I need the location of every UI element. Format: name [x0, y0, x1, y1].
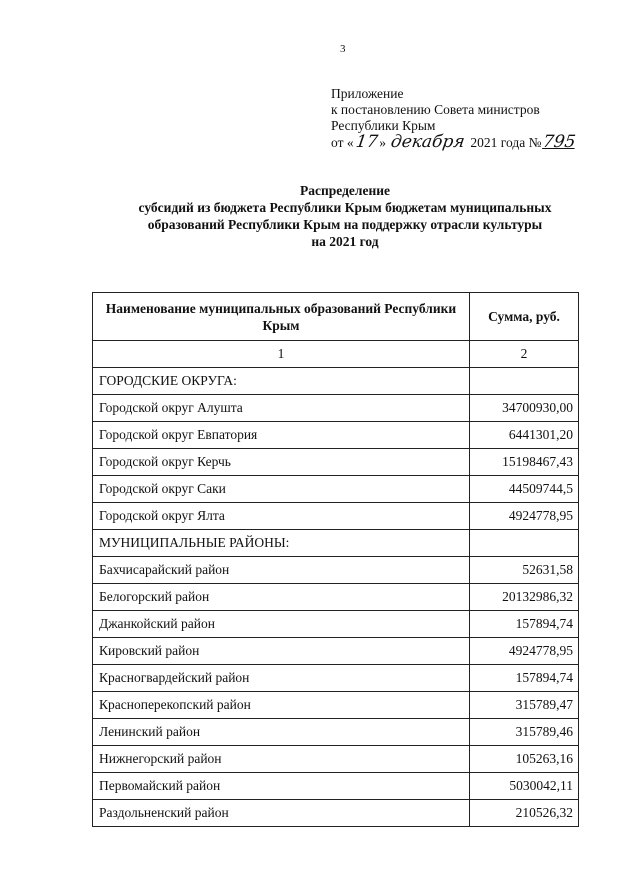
title-line-3: образований Республики Крым на поддержку отрасли культуры [147, 217, 543, 232]
table-row [93, 611, 579, 638]
page-number: 3 [340, 43, 346, 55]
document-title [95, 182, 595, 250]
row-sum: 210526,32 [470, 800, 579, 827]
document-number: 795 [542, 132, 578, 152]
row-name: Красногвардейский район [93, 665, 470, 692]
section-sum-empty [470, 530, 579, 557]
table-row [93, 584, 579, 611]
row-name: Раздольненский район [93, 800, 470, 827]
row-name: Нижнегорский район [93, 746, 470, 773]
column-number-row [93, 341, 579, 368]
table-row [93, 665, 579, 692]
table-row [93, 746, 579, 773]
column-number-2: 2 [470, 341, 579, 368]
table-row [93, 638, 579, 665]
section-title: МУНИЦИПАЛЬНЫЕ РАЙОНЫ: [93, 530, 470, 557]
appendix-block [331, 86, 578, 151]
table-row [93, 422, 579, 449]
row-name: Ленинский район [93, 719, 470, 746]
row-sum: 4924778,95 [470, 638, 579, 665]
date-day: 17 [354, 132, 379, 152]
column-number-1: 1 [93, 341, 470, 368]
title-line-2: субсидий из бюджета Республики Крым бюджетам муниципальных [138, 200, 552, 215]
date-month: декабря [389, 132, 467, 152]
appendix-resolution: к постановлению Совета министров [331, 102, 540, 117]
row-name: Белогорский район [93, 584, 470, 611]
row-sum: 52631,58 [470, 557, 579, 584]
row-sum: 4924778,95 [470, 503, 579, 530]
table-row [93, 503, 579, 530]
section-title: ГОРОДСКИЕ ОКРУГА: [93, 368, 470, 395]
table-row [93, 557, 579, 584]
appendix-republic: Республики Крым [331, 118, 436, 133]
row-sum: 20132986,32 [470, 584, 579, 611]
row-name: Городской округ Ялта [93, 503, 470, 530]
section-sum-empty [470, 368, 579, 395]
row-name: Городской округ Керчь [93, 449, 470, 476]
section-row [93, 530, 579, 557]
row-name: Бахчисарайский район [93, 557, 470, 584]
header-municipality: Наименование муниципальных образований Республики Крым [93, 293, 470, 341]
row-name: Джанкойский район [93, 611, 470, 638]
row-name: Городской округ Евпатория [93, 422, 470, 449]
row-name: Красноперекопский район [93, 692, 470, 719]
row-sum: 315789,46 [470, 719, 579, 746]
date-year: 2021 года [470, 135, 526, 150]
table-row [93, 395, 579, 422]
table-row [93, 476, 579, 503]
header-sum: Сумма, руб. [470, 293, 579, 341]
table-row [93, 800, 579, 827]
table-header-row [93, 293, 579, 341]
row-sum: 5030042,11 [470, 773, 579, 800]
table-row [93, 719, 579, 746]
row-name: Городской округ Саки [93, 476, 470, 503]
appendix-date-line [331, 134, 578, 151]
row-name: Кировский район [93, 638, 470, 665]
row-name: Первомайский район [93, 773, 470, 800]
table-row [93, 449, 579, 476]
distribution-table [92, 292, 579, 827]
section-row [93, 368, 579, 395]
date-prefix: от « [331, 135, 354, 150]
table-row [93, 692, 579, 719]
row-sum: 315789,47 [470, 692, 579, 719]
row-sum: 157894,74 [470, 665, 579, 692]
row-sum: 105263,16 [470, 746, 579, 773]
row-sum: 6441301,20 [470, 422, 579, 449]
title-line-1: Распределение [299, 183, 391, 198]
number-label: № [528, 135, 542, 150]
row-sum: 157894,74 [470, 611, 579, 638]
title-line-4: на 2021 год [311, 234, 379, 249]
row-sum: 34700930,00 [470, 395, 579, 422]
row-sum: 44509744,5 [470, 476, 579, 503]
date-close: » [379, 135, 386, 150]
row-sum: 15198467,43 [470, 449, 579, 476]
table-row [93, 773, 579, 800]
row-name: Городской округ Алушта [93, 395, 470, 422]
appendix-label: Приложение [331, 86, 404, 101]
